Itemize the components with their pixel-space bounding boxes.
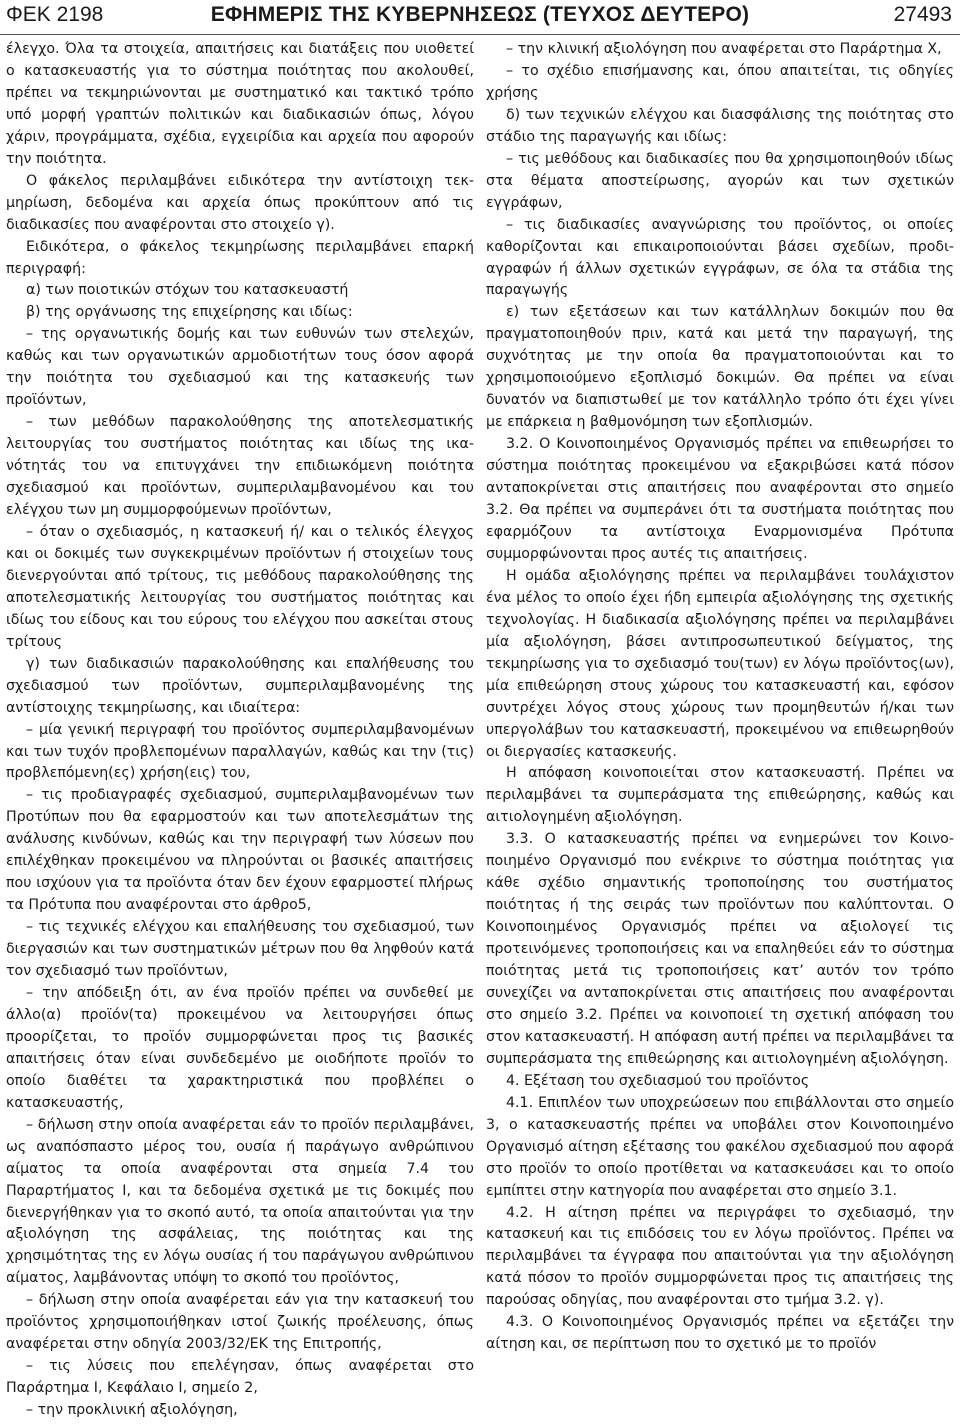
paragraph: – τις μεθόδους και διαδικασίες που θα χρησιμοποιηθούν ιδίως στα θέματα αποστείρωσης, αγορών και των σχετικών εγγράφων, [486, 150, 954, 211]
paragraph: – όταν ο σχεδιασμός, η κατασκευή ή/ και ο τελικός έλεγχος και οι δοκιμές των συγκεκριμένων προϊόντων ή στοιχείων τους διενεργούνται από τρίτους, τις μεθόδους παρακολούθησης της αποτελεσματικής λειτουργίας του συστήματος ποιότητας και ιδίως του είδους και του εύρους του ελέγχου που ασκείται στους τρίτους [6, 523, 474, 650]
paragraph: 4.3. Ο Κοινοποιημένος Οργανισμός πρέπει να εξετάζει την αίτηση και, σε περίπτωση που το σχετικό με το προϊόν [486, 1314, 954, 1353]
paragraph: – τις λύσεις που επελέγησαν, όπως αναφέρεται στο Παράρτημα Ι, Κεφάλαιο Ι, σημείο 2, [6, 1358, 474, 1397]
paragraph: – την προκλινική αξιολόγηση, [26, 1402, 238, 1419]
paragraph: – την κλινική αξιολόγηση που αναφέρεται στο Παράρτημα Χ, [506, 41, 942, 57]
paragraph: – δήλωση στην οποία αναφέρεται εάν το προϊόν περιλαμβάνει, ως αναπόσπαστο μέρος του, ουσία ή παράγωγο ανθρώπινου αίματος τα οποία αναφέρονται στα σημεία 7.4 του Παραρτήματος Ι, και τα δεδομένα σχετικά με τις δοκιμές που διενεργήθηκαν για το σκοπό αυτό, τα οποία απαιτούνται για την αξιολόγηση της ασφάλειας, της ποιότητας και της χρησιμότητας της εν λόγω ουσίας ή του παράγωγου ανθρώπινου αίματος, λαμβάνοντας υπόψη το σκοπό του προϊόντος, [6, 1116, 474, 1287]
header-rule [0, 34, 960, 35]
paragraph: 4.2. Η αίτηση πρέπει να περιγράφει το σχεδιασμό, την κατασκευή και τις επιδόσεις του εν λόγω προϊόντος. Πρέπει να περιλαμβάνει τα έγγραφα που απαιτούνται για την αξιολόγηση κατά πόσον το προϊόν συμμορφώνεται προς τις απαιτήσεις της παρούσας οδηγίας, που αναφέρονται στο τμήμα 3.2. γ). [486, 1204, 954, 1309]
paragraph: β) της οργάνωσης της επιχείρησης και ιδίως: [26, 304, 353, 321]
paragraph: – της οργανωτικής δομής και των ευθυνών των στελεχών, καθώς και των οργανωτικών αρμοδιοτήτων τους όσον αφορά την ποιότητα του σχεδιασμού και της κατασκευής των προϊόντων, [6, 326, 474, 409]
paragraph: – τις διαδικασίες αναγνώρισης του προϊόντος, οι οποίες καθορίζονται και επικαιροποιούνται βάσει σχεδίων, προδιαγραφών ή άλλων σχετικών εγγράφων, σε όλα τα στάδια της παραγωγής [486, 216, 954, 299]
paragraph: α) των ποιοτικών στόχων του κατασκευαστή [26, 282, 349, 299]
paragraph: 3.2. Ο Κοινοποιημένος Οργανισμός πρέπει να επιθεωρήσει το σύστημα ποιότητας προκειμένου να εξακριβώσει κατά πόσον ανταποκρίνεται στις απαιτήσεις που αναφέρονται στο σημείο 3.2. Θα πρέπει να συμπεράνει ότι τα συστήματα ποιότητας που εφαρμόζουν τα αντίστοιχα Εναρμονισμένα Πρότυπα συμμορφώνονται προς αυτές τις απαιτήσεις. [486, 436, 954, 562]
paragraph: – τις προδιαγραφές σχεδιασμού, συμπεριλαμβανομένων των Προτύπων που θα εφαρμοστούν και των αποτελεσμάτων της ανάλυσης κινδύνων, καθώς και την περιγραφή των λύσεων που επιλέχθηκαν προκειμένου να πληρούνται οι βασικές απαιτήσεις που ισχύουν για τα προϊόντα όταν δεν έχουν εφαρμοστεί πλήρως τα Πρότυπα που αναφέρονται στο άρθρο5, [6, 787, 474, 914]
publication-title: ΕΦΗΜΕΡΙΣ ΤΗΣ ΚΥΒΕΡΝΗΣΕΩΣ (ΤΕΥΧΟΣ ΔΕΥΤΕΡΟ) [210, 3, 750, 26]
paragraph: έλεγχο. Όλα τα στοιχεία, απαιτήσεις και διατάξεις που υιοθετεί ο κατασκευαστής για το σύστημα ποιότητας που ακολουθεί, πρέπει να τεκμηριώνονται με συστηματικό και τακτικό τρόπο υπό μορφή γραπτών πολιτικών και διαδικασιών όπως, λόγου χάριν, προγράμματα, σχέδια, εγχειρίδια και αρχεία που αφορούν την ποιότητα. [6, 41, 474, 167]
paragraph: Ειδικότερα, ο φάκελος τεκμηρίωσης περιλαμβάνει επαρκή περιγραφή: [6, 238, 474, 277]
paragraph: – το σχέδιο επισήμανσης και, όπου απαιτείται, τις οδηγίες χρήσης [486, 62, 954, 101]
paragraph: γ) των διαδικασιών παρακολούθησης και επαλήθευσης του σχεδιασμού των προϊόντων, συμπεριλαμβανομένης της αντίστοιχης τεκμηρίωσης, και ιδιαίτερα: [6, 655, 474, 716]
section-heading: 4. Εξέταση του σχεδιασμού του προϊόντος [506, 1072, 810, 1089]
paragraph: Ο φάκελος περιλαμβάνει ειδικότερα την αντίστοιχη τεκμηρίωση, δεδομένα και αρχεία όπως προκύπτουν από τις διαδικασίες που αναφέρονται στο στοιχείο γ). [6, 172, 474, 233]
paragraph: – δήλωση στην οποία αναφέρεται εάν για την κατασκευή του προϊόντος χρησιμοποιήθηκαν ιστοί ζωικής προέλευσης, όπως αναφέρεται στην οδηγία 2003/32/ΕΚ της Επιτροπής, [6, 1292, 474, 1353]
page-header [0, 0, 960, 40]
paragraph: Η ομάδα αξιολόγησης πρέπει να περιλαμβάνει τουλάχιστον ένα μέλος το οποίο έχει ήδη εμπειρία αξιολόγησης της σχετικής τεχνολογίας. Η διαδικασία αξιολόγησης πρέπει να περιλαμβάνει μία αξιολόγηση, βάσει αντιπροσωπευτικού δείγματος, της τεκμηρίωσης για το σχεδιασμό του(των) εν λόγω προϊόντος(ων), μία επιθεώρηση στους χώρους του κατασκευαστή και, εφόσον συντρέχει λόγος στους χώρους των προμηθευτών ή/και των υπεργολάβων του κατασκευαστή, προκειμένου να επιθεωρηθούν οι διεργασίες κατασκευής. [486, 567, 954, 760]
right-column [486, 39, 954, 1356]
paragraph: ε) των εξετάσεων και των κατάλληλων δοκιμών που θα πραγματοποιηθούν πριν, κατά και μετά την παραγωγή, της συχνότητας με την οποία θα πραγματοποιούνται και το χρησιμοποιούμενο εξοπλισμό δοκιμών. Θα πρέπει να είναι δυνατόν να διαπιστωθεί με τον κατάλληλο τρόπο ότι έχει γίνει με επάρκεια η βαθμονόμηση των εξοπλισμών. [486, 304, 954, 431]
paragraph: – τις τεχνικές ελέγχου και επαλήθευσης του σχεδιασμού, των διεργασιών και των συστηματικών μέτρων που θα ληφθούν κατά τον σχεδιασμό των προϊόντων, [6, 919, 474, 980]
paragraph: δ) των τεχνικών ελέγχου και διασφάλισης της ποιότητας στο στάδιο της παραγωγής και ιδίως: [486, 106, 954, 145]
paragraph: 3.3. Ο κατασκευαστής πρέπει να ενημερώνει τον Κοινοποιημένο Οργανισμό που ενέκρινε το σύστημα ποιότητας για κάθε σχέδιο σημαντικής τροποποίησης του συστήματος ποιότητας ή της σειράς των προϊόντων που καλύπτονται. Ο Κοινοποιημένος Οργανισμός πρέπει να αξιολογεί τις προτεινόμενες τροποποιήσεις και να επαληθεύει εάν το σύστημα ποιότητας μετά τις τροποποιήσεις κατ’ αυτόν τον τρόπο συνεχίζει να ανταποκρίνεται στις απαιτήσεις που αναφέρονται στο σημείο 3.2. Πρέπει να κοινοποιεί τη σχετική απόφαση του στον κατασκευαστή. Η απόφαση αυτή πρέπει να περιλαμβάνει τα συμπεράσματα της επιθεώρησης και αιτιολογημένη αξιολόγηση. [486, 831, 954, 1067]
paragraph: 4.1. Επιπλέον των υποχρεώσεων που επιβάλλονται στο σημείο 3, ο κατασκευαστής πρέπει να υποβάλει στον Κοινοποιημένο Οργανισμό αίτηση εξέτασης του φακέλου σχεδιασμού που αφορά στο προϊόν το οποίο προτίθεται να κατασκευάσει και το οποίο εμπίπτει στην κατηγορία που αναφέρεται στο σημείο 3.1. [486, 1094, 954, 1199]
issue-number: ΦΕΚ 2198 [6, 3, 104, 26]
paragraph: – μία γενική περιγραφή του προϊόντος συμπεριλαμβανομένων και των τυχόν προβλεπομένων παραλλαγών, καθώς και την (τις) προβλεπόμενη(ες) χρήση(εις) του, [6, 721, 474, 782]
left-column [6, 39, 474, 1422]
paragraph: – των μεθόδων παρακολούθησης της αποτελεσματικής λειτουργίας του συστήματος ποιότητας και ιδίως της ικανότητάς του να επιτυγχάνει την επιδιωκόμενη ποιότητα σχεδιασμού και προϊόντων, συμπεριλαμβανομένου και του ελέγχου των μη συμμορφούμενων προϊόντων, [6, 414, 474, 519]
page-number: 27493 [893, 3, 952, 26]
paragraph: – την απόδειξη ότι, αν ένα προϊόν πρέπει να συνδεθεί με άλλο(α) προϊόν(τα) προκειμένου να λειτουργήσει όπως προορίζεται, το προϊόν συμμορφώνεται προς τις βασικές απαιτήσεις όταν είναι συνδεδεμένο με οιοδήποτε προϊόν το οποίο διαθέτει τα χαρακτηριστικά που προβλέπει ο κατασκευαστής, [6, 984, 474, 1111]
paragraph: Η απόφαση κοινοποιείται στον κατασκευαστή. Πρέπει να περιλαμβάνει τα συμπεράσματα της επιθεώρησης, καθώς και αιτιολογημένη αξιολόγηση. [486, 765, 954, 826]
